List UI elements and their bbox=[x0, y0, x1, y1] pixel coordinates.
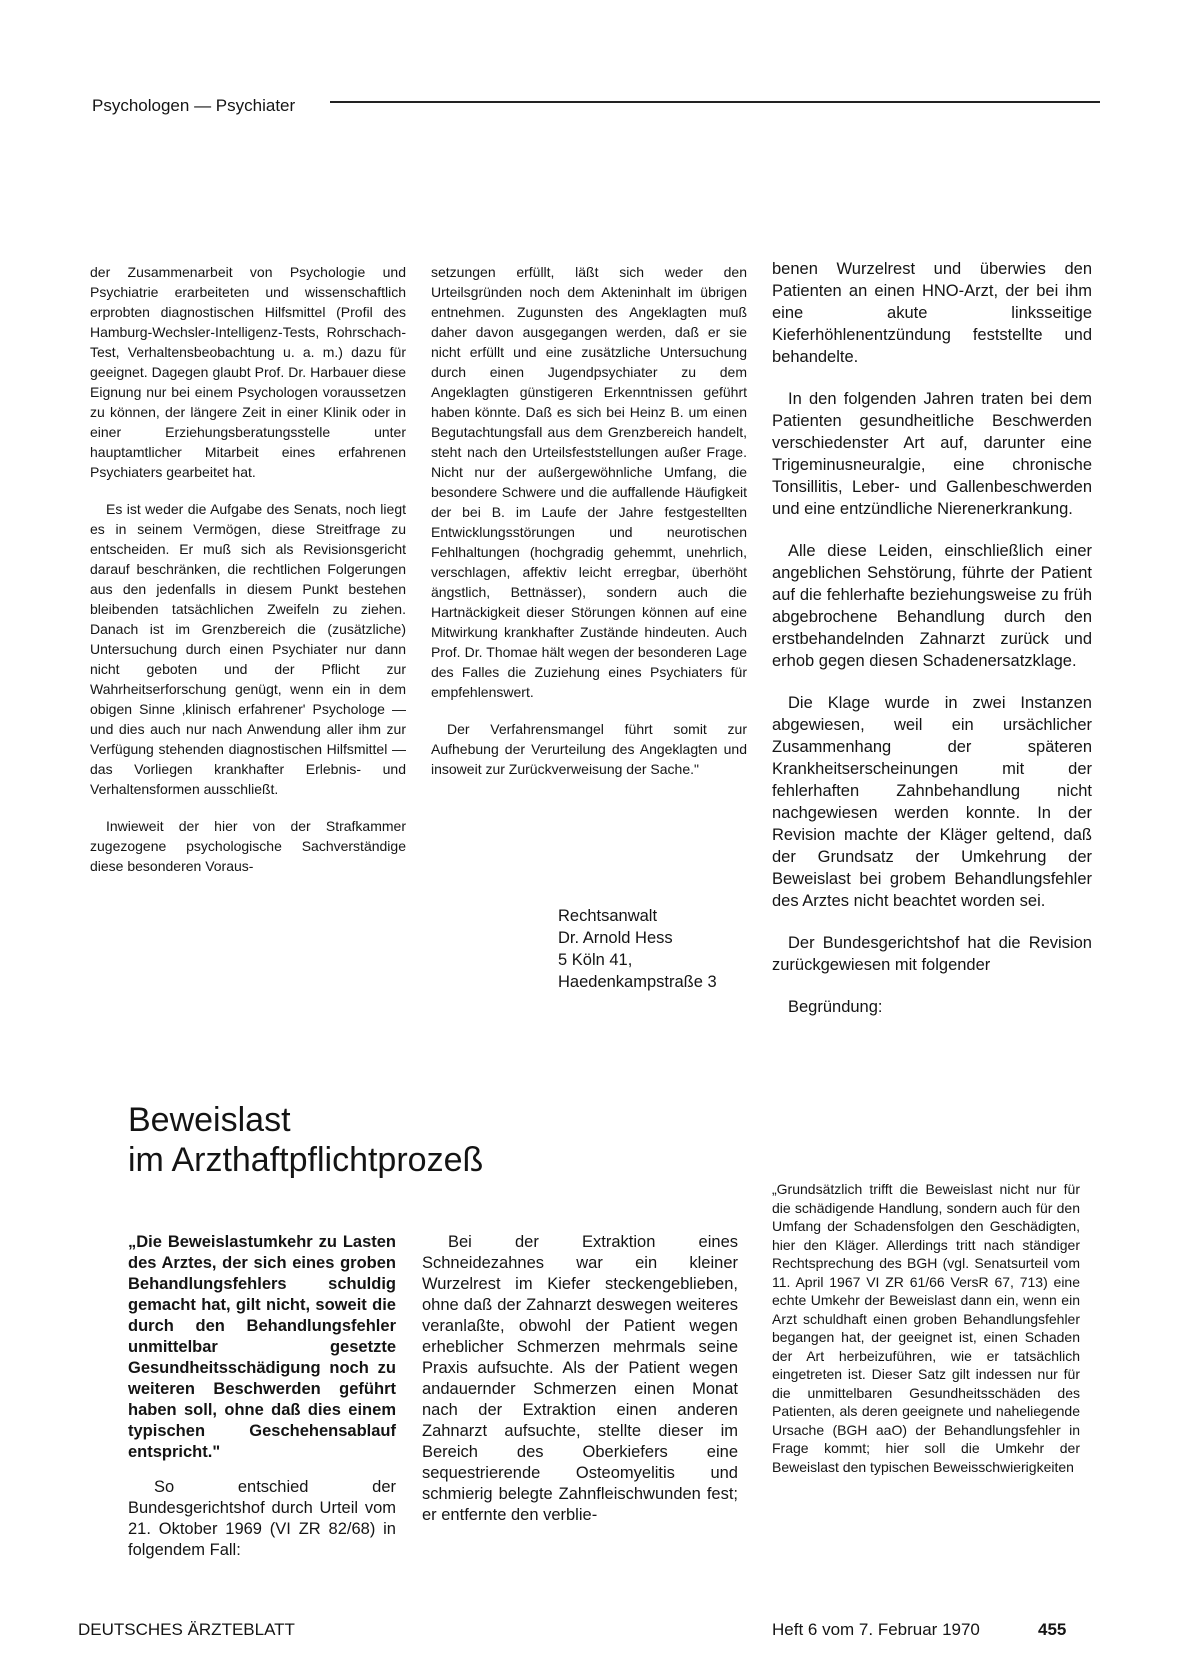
author-signature bbox=[558, 905, 717, 993]
lead-paragraph: „Die Beweislastumkehr zu Lasten des Arztes, der sich eines groben Behandlungsfehlers schuldig gemacht hat, gilt nicht, soweit die durch den Behandlungsfehler unmittelbar gesetzte Gesundheitsschädigung noch zu weiteren Beschwerden geführt haben soll, ohne daß dies einem typischen Geschehensablauf entspricht." bbox=[128, 1233, 396, 1461]
paragraph: „Grundsätzlich trifft die Beweislast nicht nur für die schädigende Handlung, sondern auch für den Umfang der Schadensfolgen den Geschädigten, hier den Kläger. Allerdings tritt nach ständiger Rechtsprechung des BGH (vgl. Senatsurteil vom 11. April 1967 VI ZR 61/66 VersR 67, 713) eine echte Umkehr der Beweislast dann ein, wenn ein Arzt schuldhaft einen groben Behandlungsfehler begangen hat, der geeignet ist, einen Schaden der Art herbeizuführen, wie er tatsächlich eingetreten ist. Dieser Satz gilt indessen nur für die unmittelbaren Gesundheitsschäden des Patienten, als deren geeignete und naheliegende Ursache (BGH aaO) der Behandlungsfehler in Frage kommt; hier soll die Umkehr der Beweislast den typischen Beweisschwierigkeiten bbox=[772, 1181, 1080, 1475]
article-column-3 bbox=[772, 1180, 1080, 1490]
column-3 bbox=[772, 258, 1092, 1038]
column-2 bbox=[431, 262, 747, 796]
paragraph: In den folgenden Jahren traten bei dem Patienten gesundheitliche Beschwerden verschiedenster Art auf, darunter eine Trigeminusneuralgie, eine chronische Tonsillitis, Leber- und Gallenbeschwerden und eine entzündliche Nierenerkrankung. bbox=[772, 390, 1092, 518]
article-column-1 bbox=[128, 1232, 396, 1575]
paragraph: Der Bundesgerichtshof hat die Revision zurückgewiesen mit folgender bbox=[772, 934, 1092, 974]
author-title: Rechtsanwalt bbox=[558, 907, 658, 925]
article-column-2 bbox=[422, 1232, 738, 1540]
paragraph: der Zusammenarbeit von Psychologie und Psychiatrie erarbeiteten und wissenschaftlich erprobten diagnostischen Hilfsmittel (Profil des Hamburg-Wechsler-Intelligenz-Tests, Rohrschach-Test, Verhaltensbeobachtung u. a. m.) dazu für geeignet. Dagegen glaubt Prof. Dr. Harbauer diese Eignung nur bei einem Psychologen voraussetzen zu können, der längere Zeit in einer Klinik oder in einer Erziehungsberatungsstelle unter hauptamtlicher Mitarbeit eines erfahrenen Psychiaters gearbeitet hat. bbox=[90, 264, 406, 480]
journal-name: DEUTSCHES ÄRZTEBLATT bbox=[78, 1620, 295, 1639]
paragraph: benen Wurzelrest und überwies den Patienten an einen HNO-Arzt, der bei ihm eine akute linksseitige Kieferhöhlenentzündung feststellte und behandelte. bbox=[772, 260, 1092, 366]
header-rule bbox=[330, 101, 1100, 103]
paragraph: Bei der Extraktion eines Schneidezahnes war ein kleiner Wurzelrest im Kiefer steckengeblieben, ohne daß der Zahnarzt deswegen weiteres veranlaßte, obwohl der Patient wegen erheblicher Schmerzen mehrmals seine Praxis aufsuchte. Als der Patient wegen andauernder Schmerzen einen Monat nach der Extraktion einen anderen Zahnarzt aufsuchte, stellte dieser im Bereich des Oberkiefers eine sequestrierende Osteomyelitis und schmierig belegte Zahnfleischwunden fest; er entfernte den verblie- bbox=[422, 1233, 738, 1524]
article-title-line-1: Beweislast bbox=[128, 1101, 291, 1139]
paragraph: Es ist weder die Aufgabe des Senats, noch liegt es in seinem Vermögen, diese Streitfrage zu entscheiden. Er muß sich als Revisionsgericht darauf beschränken, die rechtlichen Folgerungen aus den jedenfalls in diesem Punkt bestehen bleibenden tatsächlichen Zweifeln zu ziehen. Danach ist im Grenzbereich die (zusätzliche) Untersuchung durch einen Psychiater nur dann nicht geboten und der Pflicht zur Wahrheitserforschung genügt, wenn ein in dem obigen Sinne ‚klinisch erfahrener' Psychologe — und dies auch nur nach Anwendung aller ihm zur Verfügung stehenden diagnostischen Hilfsmittel — das Vorliegen krankhafter Erlebnis- und Verhaltensformen ausschließt. bbox=[90, 501, 406, 797]
author-street: Haedenkampstraße 3 bbox=[558, 973, 717, 991]
subheading: Begründung: bbox=[788, 998, 883, 1016]
page-number: 455 bbox=[1038, 1620, 1067, 1639]
article-title-line-2: im Arzthaftpflichtprozeß bbox=[128, 1141, 484, 1179]
column-1 bbox=[90, 262, 406, 893]
paragraph: Die Klage wurde in zwei Instanzen abgewiesen, weil ein ursächlicher Zusammenhang der späteren Krankheitserscheinungen mit der fehlerhaften Zahnbehandlung nicht nachgewiesen werden konnte. In der Revision machte der Kläger geltend, daß der Grundsatz der Umkehrung der Beweislast bei grobem Behandlungsfehler des Arztes nicht beachtet worden sei. bbox=[772, 694, 1092, 910]
paragraph: setzungen erfüllt, läßt sich weder den Urteilsgründen noch dem Akteninhalt im übrigen entnehmen. Zugunsten des Angeklagten muß daher davon ausgegangen werden, daß er sie nicht erfüllt und eine zusätzliche Untersuchung durch einen Jugendpsychiater zu dem Angeklagten günstigeren Erkenntnissen geführt haben könnte. Daß es sich bei Heinz B. um einen Begutachtungsfall aus dem Grenzbereich handelt, steht nach den Urteilsfeststellungen außer Frage. Nicht nur der außergewöhnliche Umfang, die besondere Schwere und die auffallende Häufigkeit der bei B. im Laufe der Jahre festgestellten Entwicklungsstörungen und neurotischen Fehlhaltungen (hochgradig gehemmt, unehrlich, verschlagen, affektiv leicht erregbar, überhöht ängstlich, Bettnässer), sondern auch die Hartnäckigkeit dieser Störungen können auf eine Mitwirkung krankhafter Zustände hindeuten. Auch Prof. Dr. Thomae hält wegen der besonderen Lage des Falles die Zuziehung eines Psychiaters für empfehlenswert. bbox=[431, 264, 747, 700]
paragraph: Inwieweit der hier von der Strafkammer zugezogene psychologische Sachverständige diese besonderen Voraus- bbox=[90, 818, 406, 874]
paragraph: So entschied der Bundesgerichtshof durch Urteil vom 21. Oktober 1969 (VI ZR 82/68) in folgendem Fall: bbox=[128, 1478, 396, 1559]
author-name: Dr. Arnold Hess bbox=[558, 929, 673, 947]
issue-date: Heft 6 vom 7. Februar 1970 bbox=[772, 1620, 980, 1639]
article-title bbox=[128, 1100, 483, 1180]
author-city: 5 Köln 41, bbox=[558, 951, 633, 969]
paragraph: Der Verfahrensmangel führt somit zur Aufhebung der Verurteilung des Angeklagten und insoweit zur Zurückverweisung der Sache." bbox=[431, 721, 747, 777]
running-header: Psychologen — Psychiater bbox=[92, 96, 296, 115]
paragraph: Alle diese Leiden, einschließlich einer angeblichen Sehstörung, führte der Patient auf die fehlerhafte beziehungsweise zu früh abgebrochene Behandlung durch den erstbehandelnden Zahnarzt zurück und erhob gegen diesen Schadenersatzklage. bbox=[772, 542, 1092, 670]
